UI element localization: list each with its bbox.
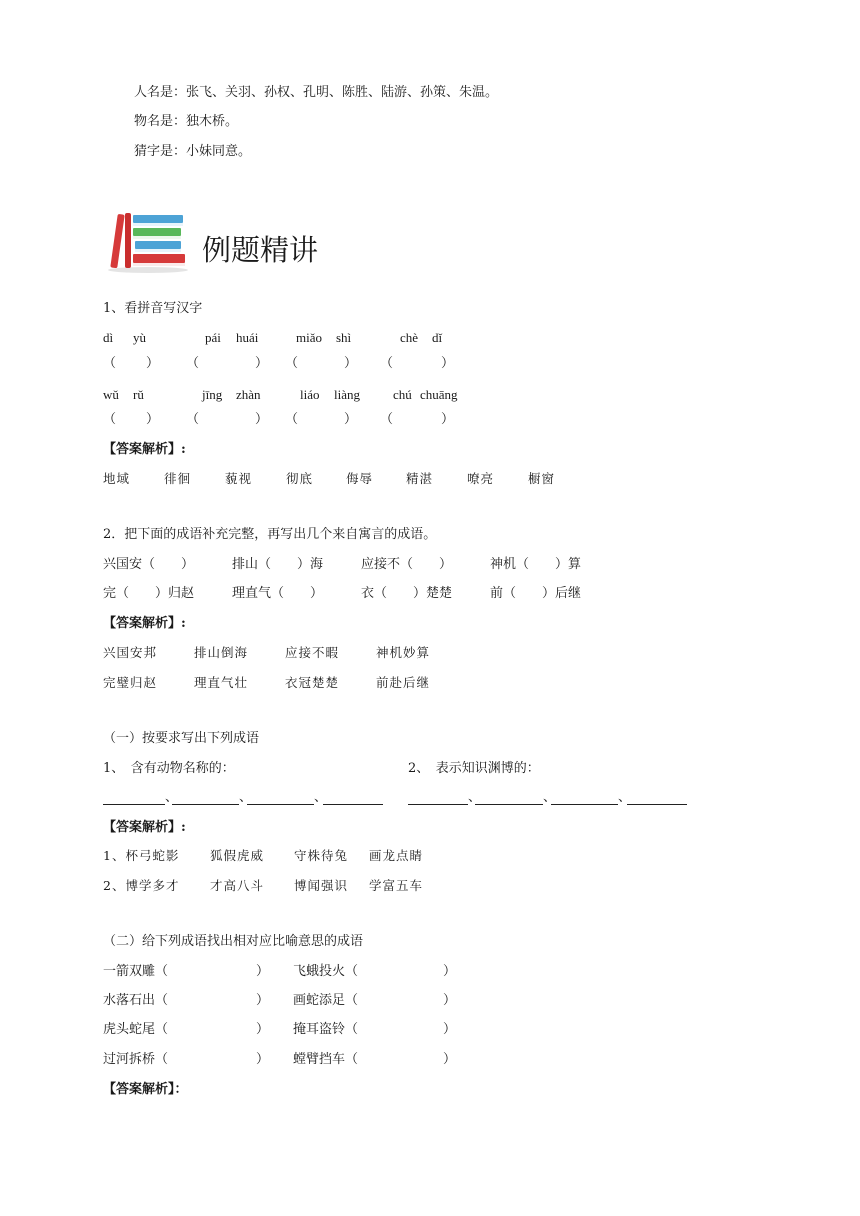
idiom-left: 过河拆桥（ xyxy=(103,1052,169,1067)
paren-close: ） xyxy=(443,964,457,979)
section-title: 例题精讲 xyxy=(202,233,319,267)
idiom-blank: 前（ ）后继 xyxy=(490,586,582,601)
answer-item: 藐视 xyxy=(225,471,253,486)
pinyin-4a: chè xyxy=(400,330,419,345)
separator: 、 xyxy=(314,790,328,805)
answer-item: 学富五车 xyxy=(369,878,424,893)
answer-item: 2、博学多才 xyxy=(103,878,180,893)
answer-item: 才高八斗 xyxy=(210,878,265,893)
paren-open: （ xyxy=(186,356,200,371)
answer-item: 彻底 xyxy=(286,471,314,486)
pinyin-6a: jīng xyxy=(202,387,223,402)
paren-open: （ xyxy=(285,356,299,371)
paren-open: （ xyxy=(103,356,117,371)
pinyin-3b: shì xyxy=(336,330,352,345)
pinyin-5a: wǔ xyxy=(103,387,119,402)
blank-line xyxy=(103,804,165,805)
paren-close: ） xyxy=(344,356,358,371)
answer-item: 理直气壮 xyxy=(194,675,249,690)
pinyin-1a: dì xyxy=(103,330,114,345)
answer-item: 徘徊 xyxy=(164,471,192,486)
answer-item: 神机妙算 xyxy=(376,645,431,660)
answer-item: 地域 xyxy=(103,471,131,486)
separator: 、 xyxy=(468,790,482,805)
q3-item-knowledge: 2、 表示知识渊博的： xyxy=(408,761,540,776)
blank-line xyxy=(408,804,468,805)
answer-item: 1、杯弓蛇影 xyxy=(103,848,180,863)
intro-line-character: 猜字是：小妹同意。 xyxy=(134,144,252,159)
blank-line xyxy=(247,804,314,805)
answer-item: 画龙点睛 xyxy=(369,848,424,863)
answer-item: 嘹亮 xyxy=(467,471,495,486)
answer-item: 博闻强识 xyxy=(294,878,349,893)
blank-line xyxy=(551,804,618,805)
idiom-left: 水落石出（ xyxy=(103,993,169,1008)
paren-open: （ xyxy=(186,412,200,427)
idiom-blank: 排山（ ）海 xyxy=(232,557,324,572)
q3-item-animals: 1、 含有动物名称的： xyxy=(103,761,235,776)
paren-close: ） xyxy=(441,356,455,371)
paren-close: ） xyxy=(443,1022,457,1037)
pinyin-2a: pái xyxy=(205,330,221,345)
intro-line-names: 人名是：张飞、关羽、孙权、孔明、陈胜、陆游、孙策、朱温。 xyxy=(134,85,499,100)
separator: 、 xyxy=(543,790,557,805)
pinyin-4b: dǐ xyxy=(432,330,443,345)
blank-line xyxy=(172,804,239,805)
idiom-blank: 应接不（ ） xyxy=(361,557,453,572)
answer-label: 【答案解析】: xyxy=(103,820,186,835)
idiom-right: 掩耳盗铃（ xyxy=(293,1022,359,1037)
intro-line-object: 物名是：独木桥。 xyxy=(134,114,239,129)
separator: 、 xyxy=(165,790,179,805)
idiom-right: 飞蛾投火（ xyxy=(293,964,359,979)
answer-item: 橱窗 xyxy=(528,471,556,486)
paren-open: （ xyxy=(103,412,117,427)
paren-close: ） xyxy=(256,1052,270,1067)
answer-item: 应接不暇 xyxy=(285,645,340,660)
blank-line xyxy=(475,804,543,805)
answer-item: 侮辱 xyxy=(346,471,374,486)
pinyin-8b: chuāng xyxy=(420,387,458,402)
answer-item: 前赴后继 xyxy=(376,675,431,690)
answer-item: 衣冠楚楚 xyxy=(285,675,340,690)
paren-close: ） xyxy=(255,412,269,427)
paren-close: ） xyxy=(443,993,457,1008)
idiom-blank: 理直气（ ） xyxy=(232,586,324,601)
idiom-left: 虎头蛇尾（ xyxy=(103,1022,169,1037)
q2-title: 2．把下面的成语补充完整，再写出几个来自寓言的成语。 xyxy=(103,527,437,542)
idiom-blank: 神机（ ）算 xyxy=(490,557,582,572)
answer-label: 【答案解析】： xyxy=(103,1082,188,1097)
paren-open: （ xyxy=(380,412,394,427)
idiom-right: 画蛇添足（ xyxy=(293,993,359,1008)
paren-open: （ xyxy=(380,356,394,371)
pinyin-7b: liàng xyxy=(334,387,360,402)
paren-close: ） xyxy=(443,1052,457,1067)
q1-title: 1、看拼音写汉字 xyxy=(103,301,203,316)
paren-close: ） xyxy=(256,964,270,979)
pinyin-7a: liáo xyxy=(300,387,320,402)
answer-item: 完璧归赵 xyxy=(103,675,158,690)
answer-item: 精湛 xyxy=(406,471,434,486)
pinyin-8a: chú xyxy=(393,387,412,402)
pinyin-1b: yù xyxy=(133,330,146,345)
separator: 、 xyxy=(239,790,253,805)
pinyin-6b: zhàn xyxy=(236,387,261,402)
blank-line xyxy=(627,804,687,805)
idiom-blank: 完（ ）归赵 xyxy=(103,586,195,601)
pinyin-2b: huái xyxy=(236,330,259,345)
blank-line xyxy=(323,804,383,805)
idiom-blank: 兴国安（ ） xyxy=(103,557,195,572)
pinyin-3a: miǎo xyxy=(296,330,322,345)
q3-title: （一）按要求写出下列成语 xyxy=(103,731,260,746)
paren-close: ） xyxy=(441,412,455,427)
books-icon xyxy=(104,210,190,274)
answer-item: 排山倒海 xyxy=(194,645,249,660)
paren-close: ） xyxy=(256,993,270,1008)
q4-title: （二）给下列成语找出相对应比喻意思的成语 xyxy=(103,934,364,949)
paren-open: （ xyxy=(285,412,299,427)
paren-close: ） xyxy=(256,1022,270,1037)
idiom-left: 一箭双雕（ xyxy=(103,964,169,979)
paren-close: ） xyxy=(344,412,358,427)
separator: 、 xyxy=(618,790,632,805)
answer-label: 【答案解析】: xyxy=(103,616,186,631)
answer-label: 【答案解析】: xyxy=(103,442,186,457)
answer-item: 守株待兔 xyxy=(294,848,349,863)
answer-item: 兴国安邦 xyxy=(103,645,158,660)
idiom-blank: 衣（ ）楚楚 xyxy=(361,586,453,601)
paren-close: ） xyxy=(255,356,269,371)
paren-close: ） xyxy=(146,412,160,427)
answer-item: 狐假虎威 xyxy=(210,848,265,863)
pinyin-5b: rǔ xyxy=(133,387,144,402)
paren-close: ） xyxy=(146,356,160,371)
idiom-right: 螳臂挡车（ xyxy=(293,1052,359,1067)
